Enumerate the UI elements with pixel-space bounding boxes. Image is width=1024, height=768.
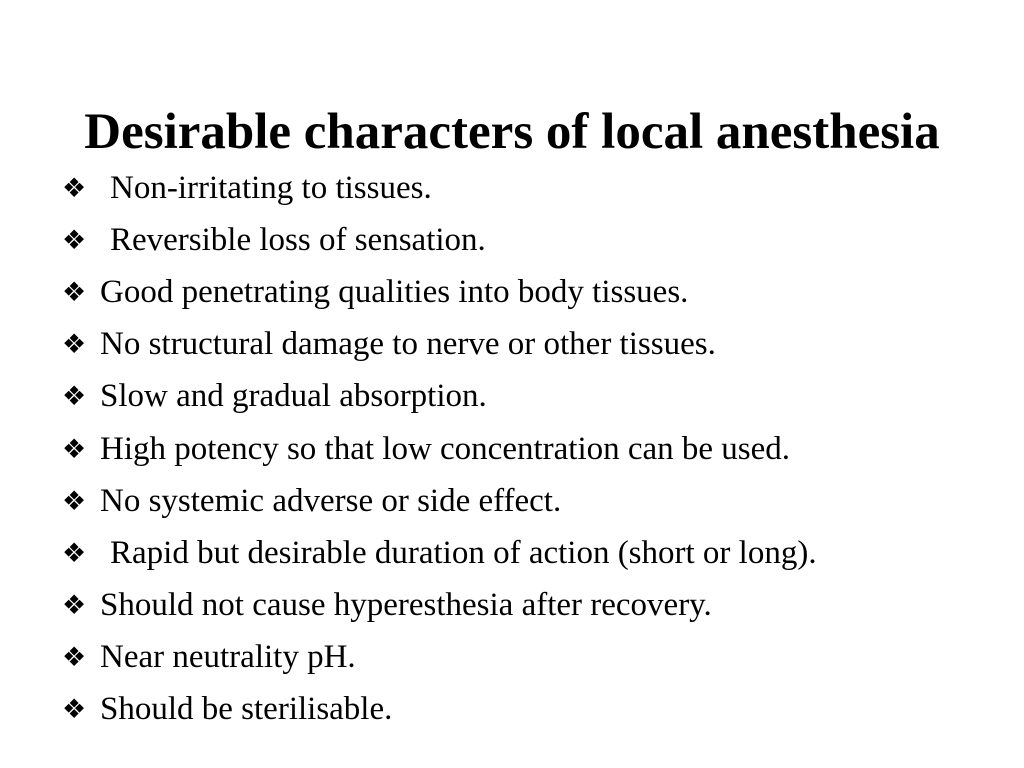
list-item — [62, 319, 817, 371]
list-item-text: High potency so that low concentration can be used. — [100, 430, 791, 467]
diamond-bullet-icon: ❖ — [62, 537, 87, 568]
list-item — [62, 266, 817, 318]
diamond-bullet-icon: ❖ — [62, 642, 87, 673]
diamond-bullet-icon: ❖ — [62, 694, 87, 725]
diamond-bullet-icon: ❖ — [62, 485, 87, 516]
diamond-bullet-icon: ❖ — [62, 276, 87, 307]
list-item-text: Near neutrality pH. — [100, 639, 356, 676]
list-item — [62, 162, 817, 214]
list-item — [62, 684, 817, 736]
list-item — [62, 580, 817, 632]
diamond-bullet-icon: ❖ — [62, 433, 87, 464]
list-item-text: Non-irritating to tissues. — [110, 169, 432, 206]
diamond-bullet-icon: ❖ — [62, 224, 87, 255]
list-item-text: Should not cause hyperesthesia after recovery. — [100, 587, 712, 624]
diamond-bullet-icon: ❖ — [62, 329, 87, 360]
list-item-text: Slow and gradual absorption. — [100, 378, 487, 415]
list-item-text: Should be sterilisable. — [100, 691, 393, 728]
list-item — [62, 423, 817, 475]
diamond-bullet-icon: ❖ — [62, 172, 87, 203]
list-item — [62, 527, 817, 579]
list-item-text: Good penetrating qualities into body tissues. — [100, 273, 689, 310]
list-item-text: No systemic adverse or side effect. — [100, 482, 562, 519]
list-item — [62, 632, 817, 684]
slide-title: Desirable characters of local anesthesia — [84, 104, 940, 161]
bullet-list — [62, 162, 817, 736]
list-item — [62, 214, 817, 266]
diamond-bullet-icon: ❖ — [62, 590, 87, 621]
list-item — [62, 371, 817, 423]
diamond-bullet-icon: ❖ — [62, 381, 87, 412]
list-item-text: No structural damage to nerve or other tissues. — [100, 326, 716, 363]
list-item-text: Rapid but desirable duration of action (short or long). — [110, 534, 817, 571]
list-item — [62, 475, 817, 527]
list-item-text: Reversible loss of sensation. — [110, 221, 486, 258]
